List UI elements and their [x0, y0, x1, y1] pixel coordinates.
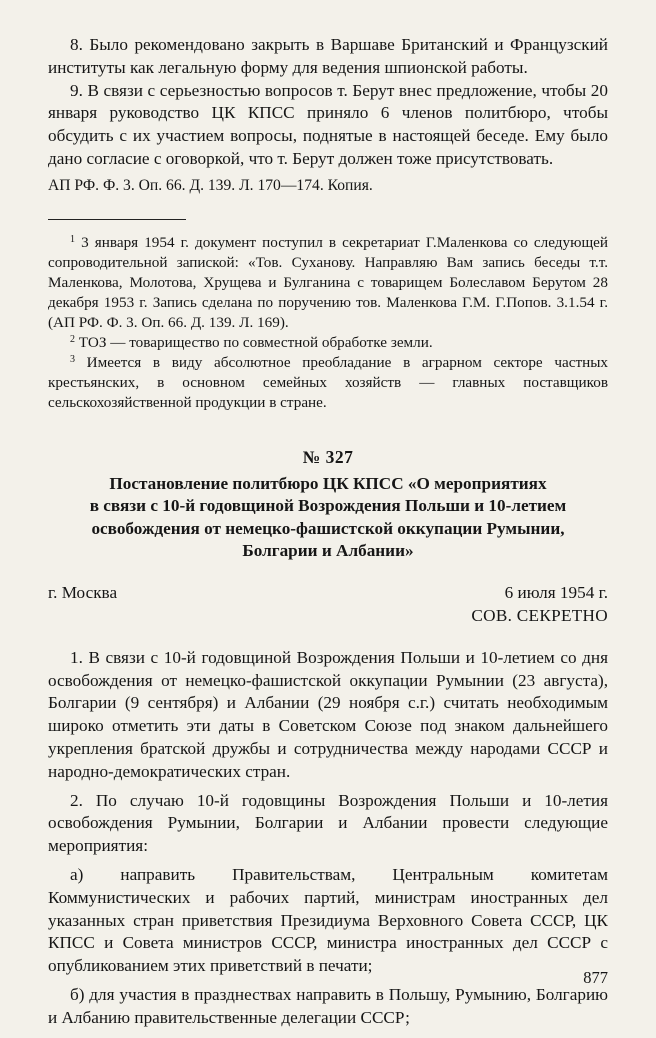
- paragraph-8: 8. Было рекомендовано закрыть в Варшаве Британский и Французский институты как легальную форму для ведения шпионской работы.: [48, 35, 608, 77]
- footnote-marker: 2: [70, 333, 75, 345]
- footnote-marker: 3: [70, 353, 75, 365]
- footnote-3: [48, 353, 608, 413]
- document-date: 6 июля 1954 г.: [504, 582, 608, 602]
- footnote-marker: 1: [70, 233, 75, 245]
- footnote-1: [48, 233, 608, 333]
- paragraph-9: 9. В связи с серьезностью вопросов т. Берут внес предложение, чтобы 20 января руководство ЦК КПСС приняло 6 членов политбюро, чтобы обсудить с их участием вопросы, поднятые в настоящей беседе. Ему было дано согласие с оговоркой, что т. Берут должен тоже присутствовать.: [48, 80, 608, 168]
- body-paragraph-2: 2. По случаю 10-й годовщины Возрождения Польши и 10-летия освобождения Румынии, Болгарии и Албании провести следующие мероприятия:: [48, 790, 608, 856]
- footnote-divider: [48, 219, 186, 220]
- title-line: Болгарии и Албании»: [242, 541, 414, 561]
- footnote-text: ТОЗ — товарищество по совместной обработке земли.: [78, 333, 433, 351]
- page-content: [48, 34, 608, 1036]
- archive-source: АП РФ. Ф. 3. Оп. 66. Д. 139. Л. 170—174. Копия.: [48, 176, 373, 194]
- footnote-text: 3 января 1954 г. документ поступил в секретариат Г.Маленкова со следующей сопроводительной запиской: «Тов. Суханову. Направляю Вам запись беседы т.т. Маленкова, Молотова, Хрущева и Булганина с товарищем Болеславом Берутом 28 декабря 1953 г. Запись сделана по поручению тов. Маленкова Г.М. Г.Попов. 3.1.54 г. (АП РФ. Ф. 3. Оп. 66. Д. 139. Л. 169).: [48, 233, 609, 331]
- page-number: 877: [583, 968, 608, 987]
- body-paragraph-1: 1. В связи с 10-й годовщиной Возрождения Польши и 10-летием со дня освобождения от немецко-фашистской оккупации Румынии (23 августа), Болгарии (9 сентября) и Албании (29 ноября с.г.) считать необходимым широко отметить эти даты в Советском Союзе под знаком дальнейшего укрепления братской дружбы и сотрудничества между народами СССР и народно-демократических стран.: [48, 647, 608, 781]
- body-paragraph-a: а) направить Правительствам, Центральным комитетам Коммунистических и рабочих партий, министрам иностранных дел указанных стран приветствия Президиума Верховного Совета СССР, ЦК КПСС и Совета министров СССР, министра иностранных дел СССР с опубликованием этих приветствий в печати;: [48, 864, 608, 976]
- document-number: № 327: [302, 446, 354, 467]
- title-line: в связи с 10-й годовщиной Возрождения Польши и 10-летием: [89, 496, 567, 516]
- body-paragraph-b: б) для участия в празднествах направить в Польшу, Румынию, Болгарию и Албанию правительственные делегации СССР;: [48, 984, 608, 1027]
- footnote-2: [48, 333, 608, 353]
- document-meta: [48, 583, 608, 629]
- title-line: Постановление политбюро ЦК КПСС «О мероприятиях: [109, 473, 547, 493]
- classification-stamp: СОВ. СЕКРЕТНО: [471, 605, 608, 625]
- footnote-text: Имеется в виду абсолютное преобладание в аграрном секторе частных крестьянских, в основном семейных хозяйств — главных поставщиков сельскохозяйственной продукции в стране.: [48, 353, 609, 411]
- document-place: г. Москва: [48, 582, 118, 602]
- document-title: [48, 473, 608, 563]
- title-line: освобождения от немецко-фашистской оккупации Румынии,: [91, 518, 565, 538]
- document-body: [48, 647, 608, 1030]
